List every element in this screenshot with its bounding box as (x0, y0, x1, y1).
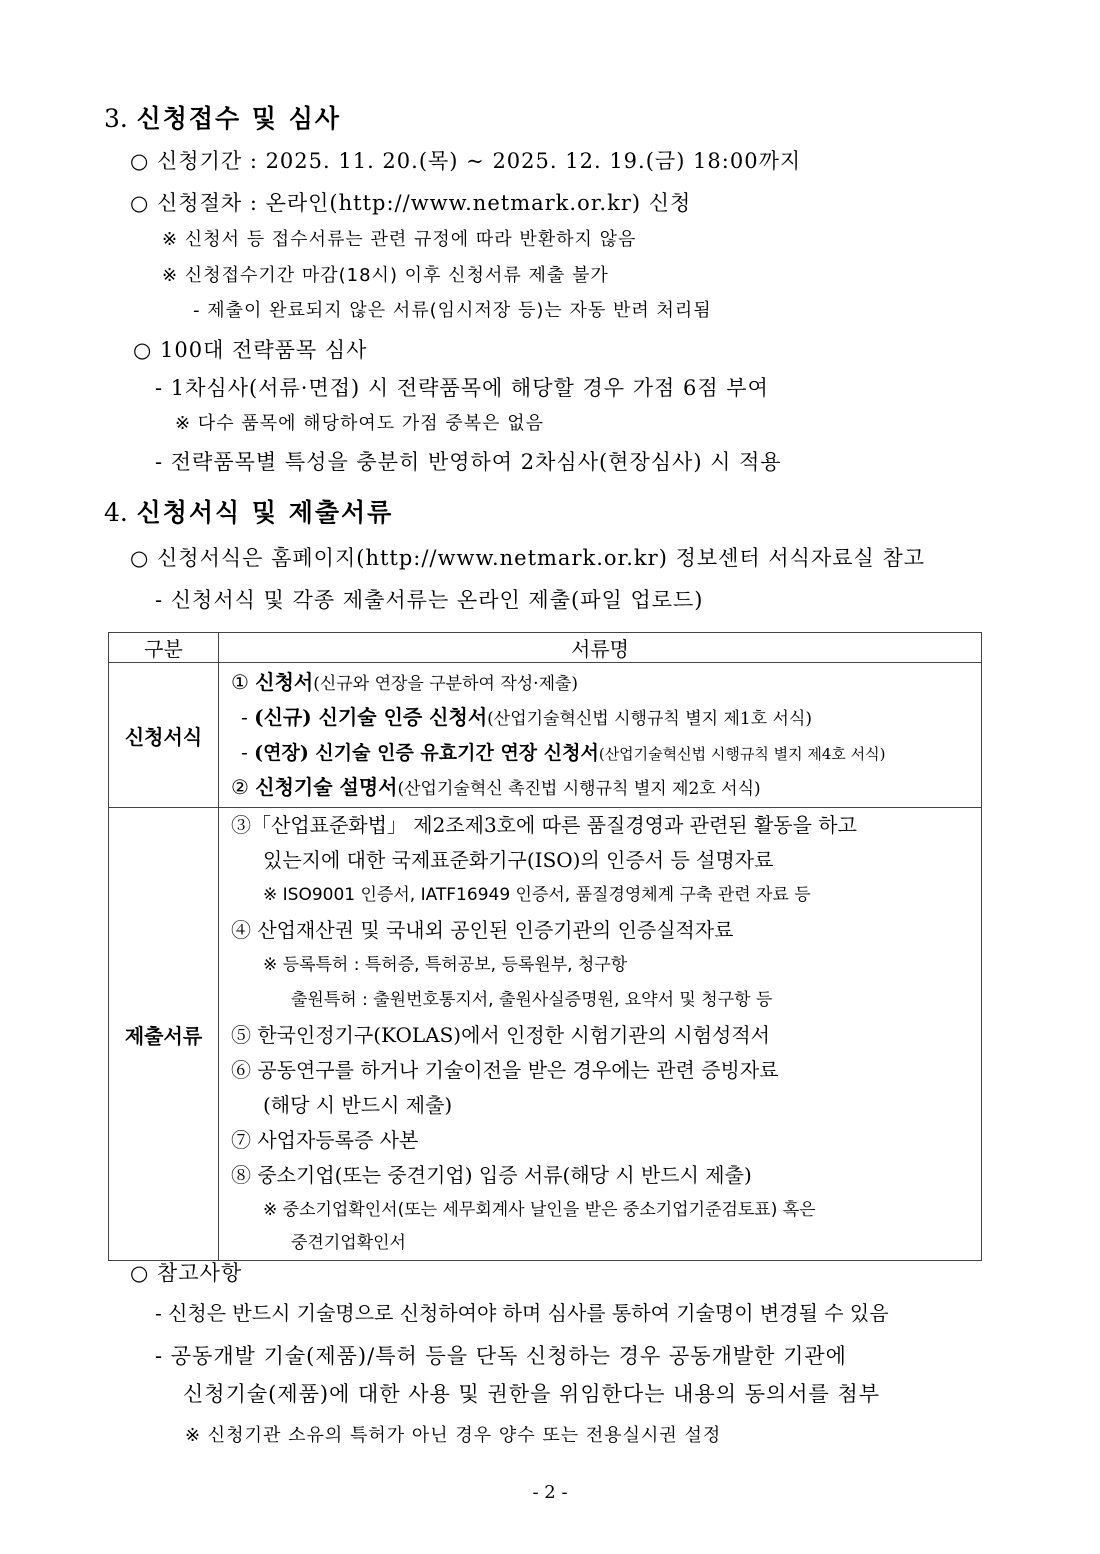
strategic-items-review: ○ 100대 전략품목 심사 (133, 338, 368, 362)
doc-line: ④ 산업재산권 및 국내외 공인된 인증기관의 인증실적자료 (231, 918, 734, 942)
header-category: 구분 (109, 633, 219, 663)
form-line-4 (219, 770, 981, 805)
doc-line: (해당 시 반드시 제출) (263, 1093, 453, 1117)
table-row-submission-documents (109, 808, 982, 1261)
doc-line-note: ※ 등록특허 : 특허증, 특허공보, 등록원부, 청구항 (263, 955, 628, 975)
doc-line: 있는지에 대한 국제표준화기구(ISO)의 인증서 등 설명자료 (263, 848, 774, 872)
form-line-2 (219, 700, 981, 735)
strategic-apply-second-review: - 전략품목별 특성을 충분히 반영하여 2차심사(현장심사) 시 적용 (155, 450, 782, 474)
section3-heading (104, 106, 341, 131)
application-forms-cell (219, 663, 982, 808)
dash: - (241, 740, 255, 764)
table-header-row (109, 633, 982, 663)
section4-heading-number: 4. (104, 498, 128, 527)
form-line-1 (219, 665, 981, 700)
label-application-forms: 신청서식 (109, 663, 219, 808)
documents-table (108, 632, 982, 1261)
strategic-bonus: - 1차심사(서류·면접) 시 전략품목에 해당할 경우 가점 6점 부여 (155, 376, 769, 400)
doc-line-note: 출원특허 : 출원번호통지서, 출원사실증명원, 요약서 및 청구항 등 (291, 990, 773, 1010)
num-2: ② (231, 775, 249, 799)
section4-heading (104, 500, 393, 525)
new-application-note: (산업기술혁신법 시행규칙 별지 제1호 서식) (487, 709, 813, 729)
new-application-title: (신규) 신기술 인증 신청서 (254, 705, 488, 729)
notes-heading: ○ 참고사항 (130, 1261, 243, 1285)
doc-line-note: 중견기업확인서 (291, 1233, 406, 1253)
doc-line: ⑤ 한국인정기구(KOLAS)에서 인정한 시험기관의 시험성적서 (231, 1023, 770, 1047)
num-1: ① (231, 670, 249, 694)
note-joint-dev: - 공동개발 기술(제품)/특허 등을 단독 신청하는 경우 공동개발한 기관에 (155, 1344, 847, 1368)
apply-procedure: ○ 신청절차 : 온라인(http://www.netmark.or.kr) 신청 (130, 191, 692, 215)
application-form-note: (신규와 연장을 구분하여 작성·제출) (313, 674, 579, 694)
online-submission: - 신청서식 및 각종 제출서류는 온라인 제출(파일 업로드) (155, 588, 704, 612)
section3-heading-number: 3. (104, 104, 128, 133)
extension-application-note: (산업기술혁신법 시행규칙 별지 제4호 서식) (598, 745, 886, 763)
doc-line: ③「산업표준화법」 제2조제3호에 따른 품질경영과 관련된 활동을 하고 (231, 813, 857, 837)
tech-description-title: 신청기술 설명서 (255, 775, 398, 799)
doc-line: ⑥ 공동연구를 하거나 기술이전을 받은 경우에는 관련 증빙자료 (231, 1058, 779, 1082)
note-auto-reject: - 제출이 완료되지 않은 서류(임시저장 등)는 자동 반려 처리됨 (193, 300, 712, 321)
header-document-name: 서류명 (219, 633, 982, 663)
submission-documents-cell (219, 808, 982, 1261)
note-patent-ownership: ※ 신청기관 소유의 특허가 아닌 경우 양수 또는 전용실시권 설정 (185, 1425, 722, 1446)
note-no-duplicate-bonus: ※ 다수 품목에 해당하여도 가점 중복은 없음 (175, 413, 545, 434)
doc-line-note: ※ ISO9001 인증서, IATF16949 인증서, 품질경영체계 구축 관련 자료 등 (263, 885, 811, 905)
application-form-title: 신청서 (255, 670, 314, 694)
form-reference: ○ 신청서식은 홈페이지(http://www.netmark.or.kr) 정보센터 서식자료실 참고 (130, 546, 926, 570)
section3-heading-title: 신청접수 및 심사 (136, 104, 342, 133)
label-submission-documents: 제출서류 (109, 808, 219, 1261)
dash: - (241, 705, 255, 729)
note-joint-dev-cont: 신청기술(제품)에 대한 사용 및 권한을 위임한다는 내용의 동의서를 첨부 (183, 1382, 881, 1406)
apply-period: ○ 신청기간 : 2025. 11. 20.(목) ~ 2025. 12. 19.(금) 18:00까지 (130, 149, 802, 173)
section4-heading-title: 신청서식 및 제출서류 (136, 498, 394, 527)
tech-description-note: (산업기술혁신 촉진법 시행규칙 별지 제2호 서식) (397, 779, 761, 799)
extension-application-title: (연장) 신기술 인증 유효기간 연장 신청서 (254, 742, 599, 764)
note-deadline: ※ 신청접수기간 마감(18시) 이후 신청서류 제출 불가 (162, 265, 609, 286)
doc-line: ⑦ 사업자등록증 사본 (231, 1128, 419, 1152)
form-line-3 (219, 735, 981, 770)
page-number: - 2 - (532, 1482, 568, 1503)
note-no-return: ※ 신청서 등 접수서류는 관련 규정에 따라 반환하지 않음 (162, 229, 637, 250)
note-tech-name: - 신청은 반드시 기술명으로 신청하여야 하며 심사를 통하여 기술명이 변경될 수 있음 (155, 1301, 889, 1325)
table-row-application-forms (109, 663, 982, 808)
doc-line: ⑧ 중소기업(또는 중견기업) 입증 서류(해당 시 반드시 제출) (231, 1163, 752, 1187)
doc-line-note: ※ 중소기업확인서(또는 세무회계사 날인을 받은 중소기업기준검토표) 혹은 (263, 1200, 816, 1220)
